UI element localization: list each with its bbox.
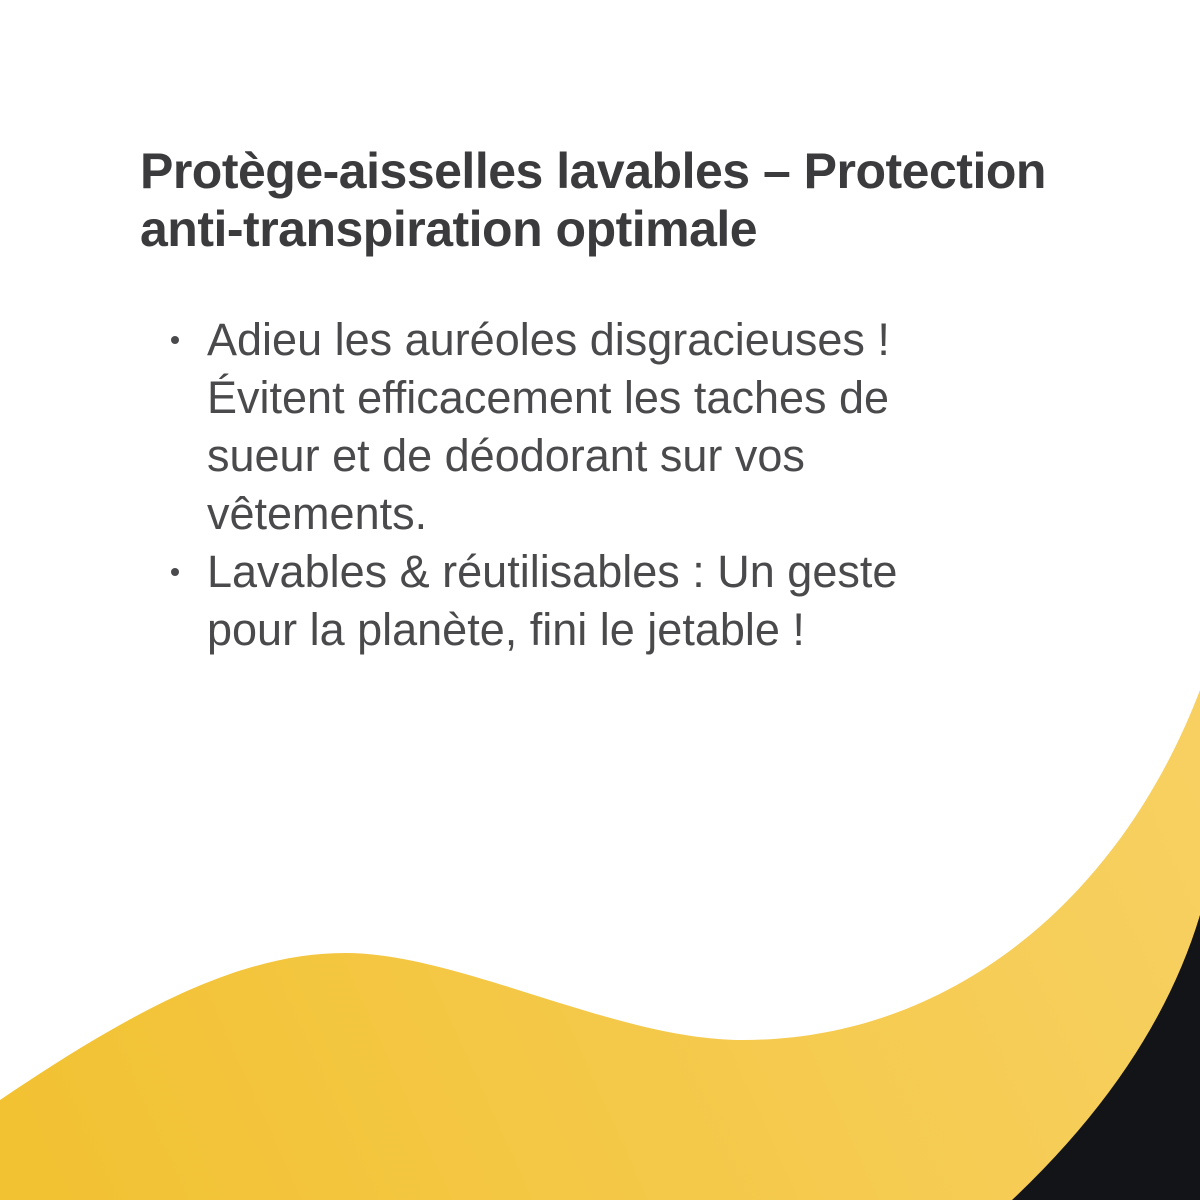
bullet-dot-icon: [171, 336, 179, 344]
list-item: [207, 311, 967, 543]
bullet-dot-icon: [171, 568, 179, 576]
list-item: [207, 543, 967, 659]
list-item-text: Lavables & réutilisables : Un geste pour la planète, fini le jetable !: [207, 546, 898, 655]
page-title: Protège-aisselles lavables – Protection anti-transpiration optimale: [140, 143, 1046, 257]
yellow-wave-shape: [0, 690, 1200, 1200]
benefits-list: [140, 311, 967, 659]
text-block: [140, 142, 1150, 659]
list-item-text: Adieu les auréoles disgracieuses ! Évitent efficacement les taches de sueur et de déodorant sur vos vêtements.: [207, 314, 890, 539]
